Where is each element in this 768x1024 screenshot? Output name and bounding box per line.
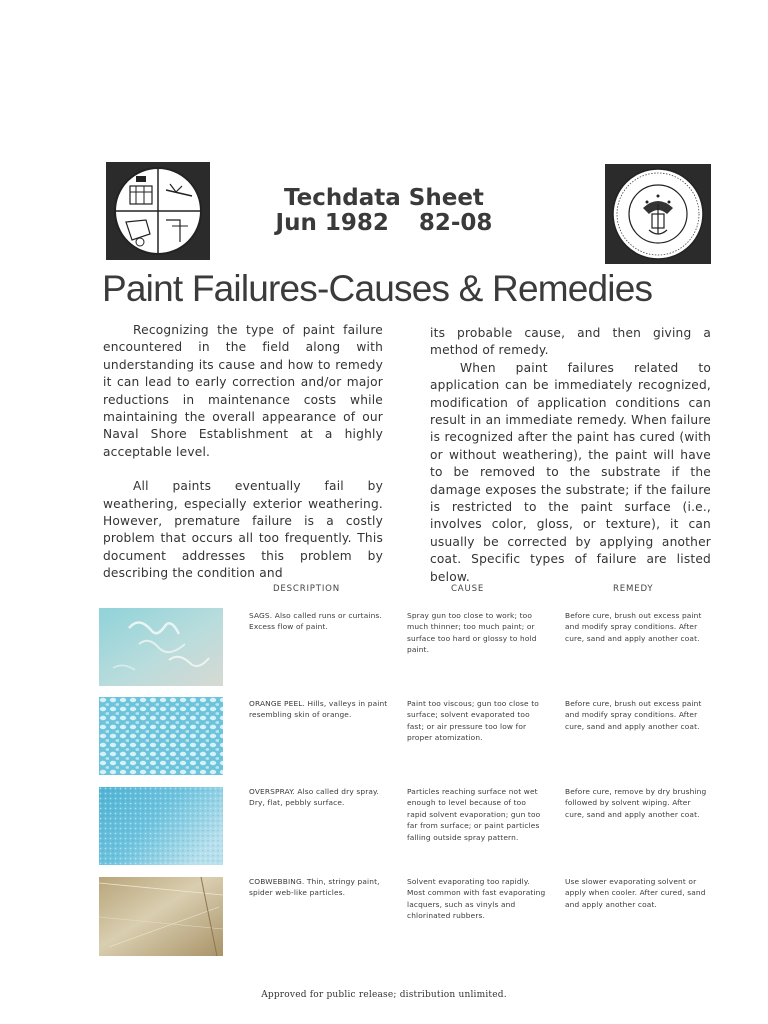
column-header-description: DESCRIPTION [273, 584, 340, 594]
distribution-statement: Approved for public release; distribution unlimited. [261, 990, 507, 1000]
column-header-cause: CAUSE [451, 584, 485, 594]
naval-facility-emblem-icon [106, 162, 210, 260]
table-cell-description: ORANGE PEEL. Hills, valleys in paint resembling skin of orange. [249, 699, 388, 720]
table-cell-cause: Paint too viscous; gun too close to surface; solvent evaporated too fast; or air pressure too low for proper atomization. [407, 699, 539, 743]
orange-peel-sample-image [99, 697, 223, 775]
table-cell-cause: Solvent evaporating too rapidly. Most common with fast evaporating lacquers, such as vinyls and chlorinated rubbers. [407, 877, 546, 921]
table-cell-remedy: Before cure, remove by dry brushing followed by solvent wiping. After cure, sand and apply another coat. [565, 787, 707, 819]
table-cell-remedy: Before cure, brush out excess paint and modify spray conditions. After cure, sand and apply another coat. [565, 699, 702, 731]
intro-paragraph: its probable cause, and then giving a method of remedy. [430, 326, 711, 358]
table-cell-cause: Particles reaching surface not wet enough to level because of too rapid solvent evaporation; gun too far from surface; or paint particles falling outside spray pattern. [407, 787, 541, 842]
intro-paragraph: Recognizing the type of paint failure encountered in the field along with understanding its cause and how to remedy it can lead to early correction and/or major reductions in maintenance costs while maintaining the overall appearance of our Naval Shore Establishment at a highly acceptable level. [103, 323, 383, 459]
table-cell-description: COBWEBBING. Thin, stringy paint, spider web-like particles. [249, 877, 380, 898]
sheet-number: 82-08 [418, 210, 493, 236]
sheet-date-line [250, 211, 518, 236]
sags-sample-image [99, 608, 223, 686]
department-of-the-navy-seal-icon [605, 164, 711, 264]
page-title: Paint Failures-Causes & Remedies [102, 268, 653, 309]
overspray-sample-image [99, 787, 223, 865]
intro-paragraph: All paints eventually fail by weathering, especially exterior weathering. However, premature failure is a costly problem that occurs all too frequently. This document addresses this problem by describing the condition and [103, 479, 383, 581]
table-cell-description: SAGS. Also called runs or curtains. Excess flow of paint. [249, 611, 382, 632]
sheet-header [250, 186, 518, 236]
intro-paragraph: When paint failures related to application can be immediately recognized, modification of application conditions can result in an immediate remedy. When failure is recognized after the paint has cured (with or without weathering), the paint will have to be removed to the substrate if the damage exposes the substrate; if the failure is restricted to the paint surface (i.e., involves color, gloss, or texture), it can usually be corrected by applying another coat. Specific types of failure are listed below. [430, 360, 711, 584]
intro-right-column [430, 325, 711, 586]
column-header-remedy: REMEDY [613, 584, 654, 594]
cobwebbing-sample-image [99, 877, 223, 956]
table-cell-description: OVERSPRAY. Also called dry spray. Dry, flat, pebbly surface. [249, 787, 380, 808]
sheet-title: Techdata Sheet [284, 185, 484, 211]
table-cell-remedy: Use slower evaporating solvent or apply when cooler. After cured, sand and apply another coat. [565, 877, 706, 909]
sheet-date: Jun 1982 [275, 210, 389, 236]
table-cell-remedy: Before cure, brush out excess paint and modify spray conditions. After cure, sand and apply another coat. [565, 611, 702, 643]
table-cell-cause: Spray gun too close to work; too much thinner; too much paint; or surface too hard or glossy to hold paint. [407, 611, 537, 655]
intro-left-column [103, 322, 383, 583]
